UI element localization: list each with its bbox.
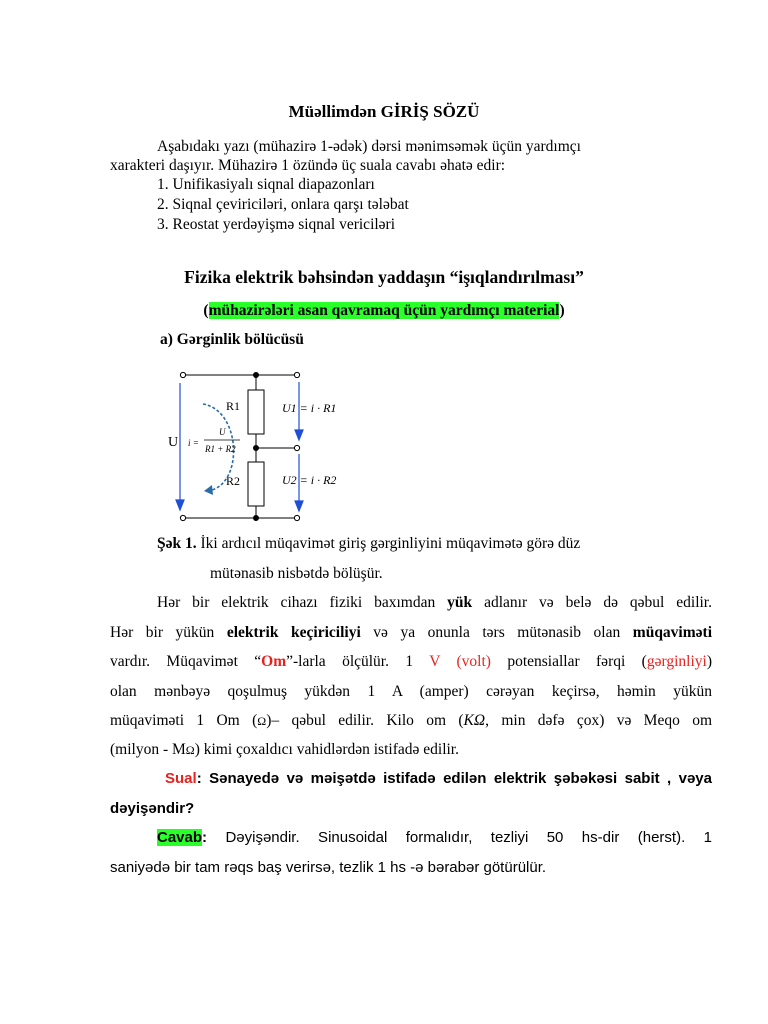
section-title: Fizika elektrik bəhsindən yaddaşın “işıqlandırılması” — [184, 267, 584, 287]
u-arrow-head — [176, 500, 184, 510]
terminal-top-right — [294, 372, 299, 377]
formula-i-denominator: R1 + R2 — [205, 444, 236, 454]
answer-line-2: saniyədə bir tam rəqs baş verirsə, tezlik 1 hs -ə bərabər götürülür. — [110, 859, 547, 876]
question-line-2: dəyişəndir? — [110, 800, 195, 817]
question-label: Sual — [165, 770, 197, 787]
junction-dot-top — [253, 372, 259, 378]
figure-caption-line-1: Şək 1. İki ardıcıl müqavimət giriş gərginliyini müqavimətə görə düz — [157, 535, 581, 552]
intro-list-item-2: 2. Siqnal çeviriciləri, onlara qarşı tələbat — [157, 196, 409, 213]
terminal-bottom-right — [294, 515, 299, 520]
resistor-r1 — [248, 390, 264, 434]
current-arrow-head — [204, 485, 213, 495]
terminal-bottom-left — [180, 515, 185, 520]
terminal-top-left — [180, 372, 185, 377]
answer-line-1: Cavab: Dəyişəndir. Sinusoidal formalıdır, tezliyi 50 hs-dir (herst). 1 — [157, 829, 712, 846]
body-line-6: (milyon - MΩ) kimi çoxaldıcı vahidlərdən istifadə edilir. — [110, 741, 459, 758]
label-u: U — [168, 435, 179, 450]
junction-dot-bottom — [253, 515, 259, 521]
body-line-1: Hər bir elektrik cihazı fiziki baxımdan yük adlanır və belə də qəbul edilir. — [157, 594, 712, 611]
intro-list-item-3: 3. Reostat yerdəyişmə siqnal vericiləri — [157, 216, 396, 233]
u1-arrow-head — [295, 430, 303, 440]
intro-paragraph-line-2: xarakteri daşıyır. Mühazirə 1 özündə üç suala cavabı əhatə edir: — [110, 157, 506, 174]
formula-u2: U2 = i · R2 — [282, 473, 337, 487]
heading-voltage-divider: a) Gərginlik bölücüsü — [160, 331, 304, 348]
formula-i-numerator: U — [219, 427, 226, 437]
body-line-5: müqaviməti 1 Om (Ω)– qəbul edilir. Kilo om (KΩ, min dəfə çox) və Meqo om — [110, 712, 713, 729]
body-line-3: vardır. Müqavimət “Om”-larla ölçülür. 1 V (volt) potensiallar fərqi (gərginliyi) — [110, 653, 712, 670]
intro-title: Müəllimdən GİRİŞ SÖZÜ — [288, 102, 480, 121]
terminal-mid-right — [294, 445, 299, 450]
formula-i-label: i = — [188, 438, 199, 448]
u2-arrow-head — [295, 501, 303, 511]
voltage-divider-diagram — [160, 360, 350, 525]
body-line-4: olan mənbəyə qoşulmuş yükdən 1 A (amper) cərəyan keçirsə, həmin yükün — [110, 683, 712, 700]
question-line-1: Sual: Sənayedə və məişətdə istifadə edilən elektrik şəbəkəsi sabit , vəya — [165, 770, 712, 787]
intro-list-item-1: 1. Unifikasiyalı siqnal diapazonları — [157, 176, 375, 193]
formula-u1: U1 = i · R1 — [282, 401, 337, 415]
label-r1: R1 — [226, 399, 241, 413]
subtitle-highlight: mühazirələri asan qavramaq üçün yardımçı material — [208, 302, 560, 319]
intro-paragraph-line-1: Aşabıdakı yazı (mühazirə 1-ədək) dərsi mənimsəmək üçün yardımçı — [157, 138, 581, 155]
label-r2: R2 — [226, 474, 241, 488]
figure-caption-line-2: mütənasib nisbətdə bölüşür. — [210, 565, 383, 582]
section-subtitle: (mühazirələri asan qavramaq üçün yardımçı material) — [203, 302, 565, 319]
body-line-2: Hər bir yükün elektrik keçiriciliyi və ya onunla tərs mütənasib olan müqaviməti — [110, 624, 712, 641]
junction-dot-mid — [253, 445, 259, 451]
resistor-r2 — [248, 462, 264, 506]
answer-label: Cavab — [157, 829, 203, 846]
